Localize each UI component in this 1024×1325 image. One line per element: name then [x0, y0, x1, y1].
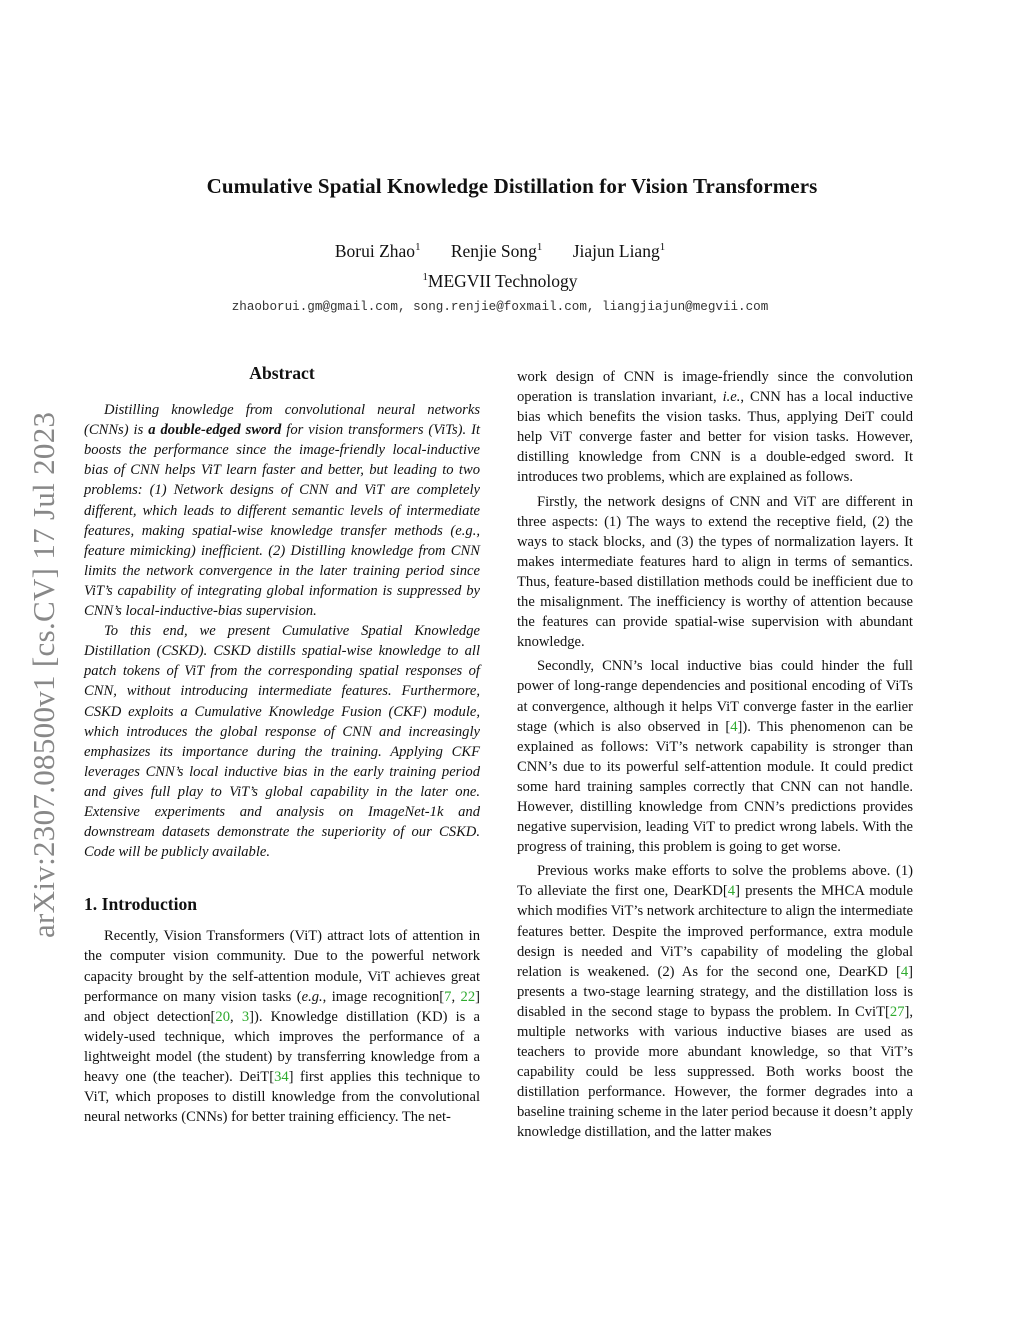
author-name-text: Borui Zhao: [334, 241, 416, 261]
abstract-body: [84, 400, 480, 862]
abstract-heading: Abstract: [249, 363, 315, 383]
arxiv-identifier-stamp: arXiv:2307.08500v1 [cs.CV] 17 Jul 2023: [26, 411, 61, 938]
text-run: ] first applies this technique to ViT, which proposes to distill knowledge from the convolutional neural networks (CNNs) for better training efficiency. The net-: [84, 1069, 480, 1126]
affiliation: [0, 271, 1000, 292]
body-paragraph: [517, 656, 913, 857]
citation-link[interactable]: 4: [730, 718, 738, 735]
affiliation-mark: 1: [415, 241, 421, 254]
citation-link[interactable]: 4: [727, 883, 736, 900]
body-paragraph: Firstly, the network designs of CNN and ViT are different in three aspects: (1) The ways to extend the receptive field, (2) the ways to stack blocks, and (3) the types of normalization layers. It makes intermediate features hard to align in terms of semantics. Thus, feature-based distillation methods could be inefficient due to the misalignment. The inefficiency is worthy of attention because the features can provide spatial-wise supervision with abundant knowledge.: [517, 493, 913, 651]
section-heading-introduction: 1. Introduction: [84, 894, 198, 915]
author-name: [335, 241, 421, 261]
affiliation-mark: 1: [659, 241, 666, 254]
body-paragraph: [84, 926, 480, 1127]
citation-link[interactable]: 4: [900, 963, 909, 980]
text-run: Secondly, CNN’s local inductive bias could hinder the full power of long-range dependencies and positional encoding of ViTs at convergence, although it helps ViT converge faster in the earlier stage (which is also observed in [: [517, 658, 913, 735]
paper-title: Cumulative Spatial Knowledge Distillation for Vision Transformers: [206, 174, 818, 198]
text-run: ] and object detection[: [84, 988, 480, 1025]
citation-link[interactable]: 27: [889, 1003, 905, 1020]
text-run: , CNN has a local inductive bias which benefits the vision tasks. Thus, applying DeiT could help ViT converge faster and better for vision tasks. However, distilling knowledge from CNN is a double-edged sword. It introduces two problems, which are explained as follows.: [517, 389, 913, 486]
text-run: ,: [230, 1008, 242, 1025]
text-run: ,: [451, 988, 461, 1005]
text-run: ], multiple networks with various inductive biases are used as teachers to provide more abundant knowledge, so that ViT’s capability could be less suppressed. Both works boost the distillation performance. However, the former degrades into a baseline training scheme in the later period because it doesn’t apply knowledge distillation, and the latter makes: [517, 1003, 913, 1141]
text-run: for vision transformers (ViTs). It boosts the performance since the image-friendly local-inductive bias of CNN helps ViT learn faster and better, but leading to two problems: (1) Network designs of CNN and ViT are completely different, which leads to different semantic levels of intermediate features, making spatial-wise knowledge transfer methods (e.g., feature mimicking) inefficient. (2) Distilling knowledge from CNN limits the network convergence in the later training period since ViT’s capability of integrating global information is suppressed by CNN’s local-inductive-bias supervision.: [84, 422, 481, 620]
text-run: Recently, Vision Transformers (ViT) attract lots of attention in the computer vision community. Due to the powerful network capacity brought by the self-attention module, ViT achieves great performance on many vision tasks (: [84, 928, 480, 1005]
author-name: [573, 241, 665, 261]
citation-link[interactable]: 3: [241, 1008, 250, 1025]
left-column: [84, 363, 480, 1127]
text-run: ] presents a two-stage learning strategy, and the distillation loss is disabled in the second stage to bypass the problem. In CviT[: [517, 963, 913, 1020]
author-list: [0, 241, 1000, 262]
abstract-paragraph: [84, 400, 480, 621]
text-run: ]). Knowledge distillation (KD) is a widely-used technique, which improves the performance of a lightweight model (the student) by transferring knowledge from a heavy one (the teacher). DeiT[: [84, 1008, 481, 1085]
text-run: work design of CNN is image-friendly since the convolution operation is translation invariant,: [517, 369, 913, 406]
affiliation-mark: 1: [422, 271, 428, 284]
author-name-text: Renjie Song: [450, 241, 537, 261]
author-name: [451, 241, 542, 261]
text-run: ] presents the MHCA module which modifies ViT’s network architecture to align the intermediate features better. Despite the improved performance, extra module design is needed and ViT’s capability of modeling the global relation is weakened. (2) As for the second one, DearKD [: [517, 883, 914, 980]
emphasis-text: a double-edged sword: [148, 422, 282, 439]
citation-link[interactable]: 7: [444, 988, 452, 1005]
text-run: ]). This phenomenon can be explained as follows: ViT’s network capability is stronger than CNN’s due to its powerful self-attention module. It could predict some hard training samples correctly that CNN can not handle. However, distilling knowledge from CNN’s predictions provides negative supervision, leading ViT to predict wrong labels. With the progress of training, this problem is going to get worse.: [517, 718, 913, 856]
abstract-paragraph: To this end, we present Cumulative Spatial Knowledge Distillation (CSKD). CSKD distills spatial-wise knowledge to all patch tokens of ViT from the corresponding spatial responses of CNN, without introducing intermediate features. Furthermore, CSKD exploits a Cumulative Knowledge Fusion (CKF) module, which introduces the global response of CNN and increasingly emphasizes its importance during the training. Applying CKF leverages CNN’s local inductive bias in the early training period and gives full play to ViT’s global capability in the later one. Extensive experiments and analysis on ImageNet-1k and downstream datasets demonstrate the superiority of our CSKD. Code will be publicly available.: [84, 623, 480, 861]
text-run: i.e.: [722, 389, 741, 406]
author-emails: zhaoborui.gm@gmail.com, song.renjie@foxmail.com, liangjiajun@megvii.com: [231, 300, 769, 314]
affiliation-name: MEGVII Technology: [427, 271, 578, 291]
body-paragraph: [517, 367, 913, 488]
text-run: e.g.: [301, 988, 323, 1005]
citation-link[interactable]: 20: [215, 1008, 230, 1025]
text-run: , image recognition[: [322, 988, 445, 1005]
citation-link[interactable]: 34: [274, 1069, 289, 1085]
right-column: [517, 367, 913, 1143]
author-name-text: Jiajun Liang: [572, 241, 660, 261]
text-run: Previous works make efforts to solve the problems above. (1) To alleviate the first one, DearKD[: [517, 863, 913, 900]
body-paragraph: [517, 861, 913, 1142]
text-run: Distilling knowledge from convolutional neural networks (CNNs) is: [84, 402, 480, 439]
citation-link[interactable]: 22: [460, 988, 476, 1005]
affiliation-mark: 1: [536, 241, 543, 254]
